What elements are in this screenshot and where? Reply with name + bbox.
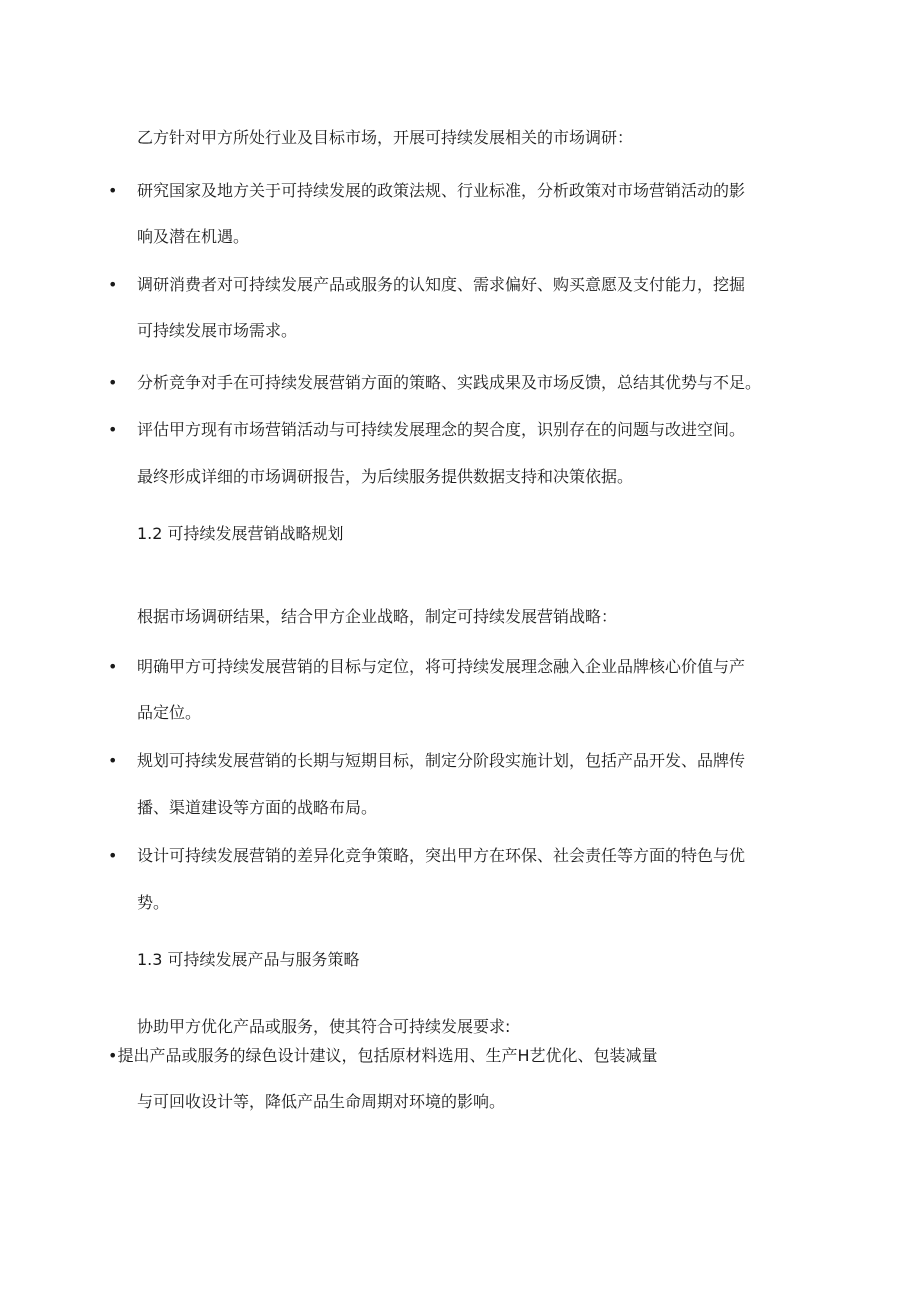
bullet-marker: • (108, 373, 118, 392)
conclusion-paragraph: 最终形成详细的市场调研报告，为后续服务提供数据支持和决策依据。 (137, 467, 634, 486)
bullet-text: 明确甲方可持续发展营销的目标与定位，将可持续发展理念融入企业品牌核心价值与产 (137, 657, 746, 676)
bullet-text-continuation: 与可回收设计等，降低产品生命周期对环境的影响。 (137, 1092, 506, 1111)
bullet-text: 研究国家及地方关于可持续发展的政策法规、行业标准，分析政策对市场营销活动的影 (137, 181, 746, 200)
bullet-marker: • (108, 751, 118, 770)
section-heading-1-2: 1.2 可持续发展营销战略规划 (137, 524, 344, 543)
bullet-text: 调研消费者对可持续发展产品或服务的认知度、需求偏好、购买意愿及支付能力，挖掘 (137, 275, 746, 294)
bullet-marker: • (108, 846, 118, 865)
bullet-text: 评估甲方现有市场营销活动与可持续发展理念的契合度，识别存在的问题与改进空间。 (137, 420, 746, 439)
bullet-text: •提出产品或服务的绿色设计建议，包括原材料选用、生产H艺优化、包装减量 (108, 1046, 658, 1065)
bullet-text-continuation: 势。 (137, 893, 170, 912)
bullet-text-continuation: 可持续发展市场需求。 (137, 321, 298, 340)
bullet-marker: • (108, 275, 118, 294)
bullet-marker: • (108, 181, 118, 200)
bullet-marker: • (108, 420, 118, 439)
bullet-text-continuation: 播、渠道建设等方面的战略布局。 (137, 798, 378, 817)
bullet-text: 分析竞争对手在可持续发展营销方面的策略、实践成果及市场反馈，总结其优势与不足。 (137, 373, 762, 392)
bullet-text-continuation: 品定位。 (137, 703, 202, 722)
bullet-text: 规划可持续发展营销的长期与短期目标，制定分阶段实施计划，包括产品开发、品牌传 (137, 751, 746, 770)
bullet-marker: • (108, 657, 118, 676)
intro-paragraph: 根据市场调研结果，结合甲方企业战略，制定可持续发展营销战略： (137, 607, 618, 626)
intro-paragraph: 乙方针对甲方所处行业及目标市场，开展可持续发展相关的市场调研： (137, 128, 634, 147)
bullet-text-continuation: 响及潜在机遇。 (137, 227, 250, 246)
section-heading-1-3: 1.3 可持续发展产品与服务策略 (137, 950, 360, 969)
bullet-text: 设计可持续发展营销的差异化竞争策略，突出甲方在环保、社会责任等方面的特色与优 (137, 846, 746, 865)
intro-paragraph: 协助甲方优化产品或服务，使其符合可持续发展要求: (137, 1017, 511, 1036)
